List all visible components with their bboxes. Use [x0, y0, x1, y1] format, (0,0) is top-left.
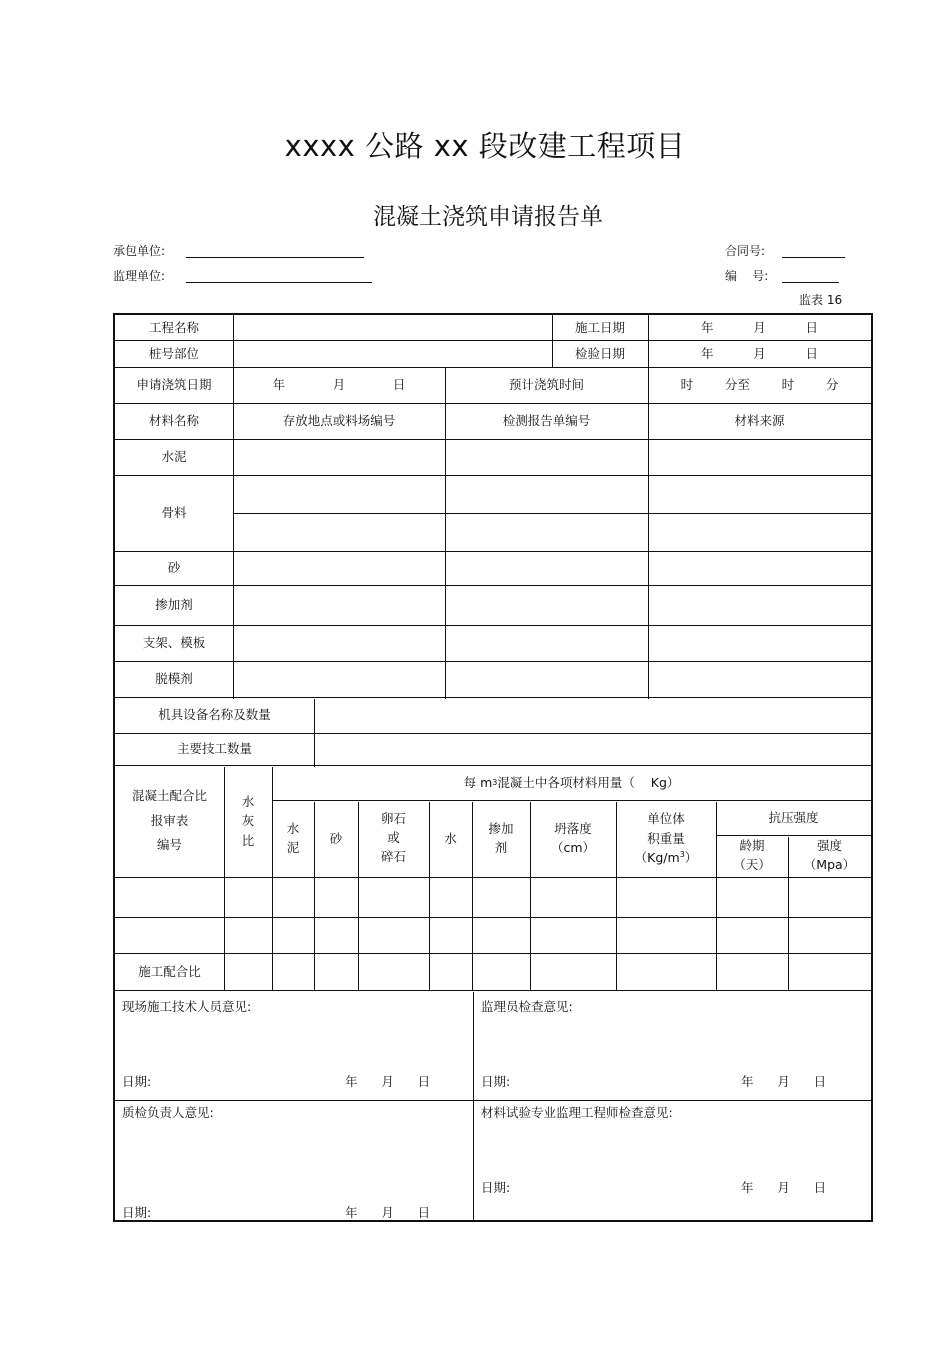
per-m3-header: 每 m 3 混凝土中各项材料用量（ Kg） — [463, 774, 680, 790]
application-table — [113, 313, 873, 1222]
qc-date-label: 日期: — [122, 1205, 152, 1220]
material-admixture: 掺加剂 — [155, 597, 193, 613]
water-header: 水 — [444, 830, 457, 846]
material-aggregate: 骨料 — [161, 505, 187, 521]
expected-time-value: 时 分至 时 分 — [680, 377, 839, 393]
sand-header: 砂 — [329, 830, 343, 846]
inspection-date-label: 检验日期 — [574, 345, 625, 361]
contract-no-label: 合同号: — [725, 244, 766, 258]
test-report-header: 检测报告单编号 — [502, 413, 591, 429]
qc-opinion-label: 质检负责人意见: — [122, 1105, 214, 1120]
construction-date-label: 施工日期 — [574, 319, 625, 335]
site-mix-label: 施工配合比 — [138, 963, 201, 979]
slump-header: 坍落度 （cm） — [550, 820, 596, 855]
equipment-label: 机具设备名称及数量 — [158, 707, 271, 723]
contract-no-field[interactable] — [782, 257, 845, 258]
supervisor-date-value: 年 月 日 — [741, 1074, 827, 1089]
material-name-header: 材料名称 — [148, 413, 199, 429]
material-formwork: 支架、模板 — [142, 635, 206, 651]
apply-date-value: 年 月 日 — [272, 377, 406, 393]
compressive-header: 抗压强度 — [768, 809, 819, 825]
source-header: 材料来源 — [734, 413, 785, 429]
wc-ratio-label: 水 灰 比 — [241, 793, 255, 848]
serial-no-label: 编 号: — [725, 269, 769, 283]
supervisor-opinion-label: 监理员检查意见: — [481, 999, 573, 1014]
unit-weight-header: 单位体 积重量 $(Kg/m^3)$ — [634, 811, 698, 866]
engineer-opinion-label: 材料试验专业监理工程师检查意见: — [481, 1105, 673, 1120]
workers-label: 主要技工数量 — [176, 741, 252, 757]
storage-header: 存放地点或料场编号 — [282, 413, 396, 429]
construction-date-value: 年 月 日 — [701, 319, 818, 335]
admixture-header: 掺加 剂 — [488, 820, 514, 855]
age-header: 龄期 （天） — [733, 838, 771, 872]
supervisor-label: 监理单位: — [113, 269, 166, 283]
station-label: 桩号部位 — [148, 345, 199, 361]
apply-date-label: 申请浇筑日期 — [136, 377, 212, 393]
document-title: xxxx 公路 xx 段改建工程项目 — [284, 129, 686, 163]
strength-header: 强度 （Mpa） — [803, 838, 856, 872]
qc-date-value: 年 月 日 — [345, 1205, 431, 1220]
material-release-agent: 脱模剂 — [155, 671, 193, 687]
contractor-field[interactable] — [186, 257, 364, 258]
gravel-header: 卵石 或 碎石 — [380, 811, 406, 864]
inspection-date-value: 年 月 日 — [701, 345, 818, 361]
engineer-date-label: 日期: — [481, 1180, 511, 1195]
expected-time-label: 预计浇筑时间 — [508, 377, 584, 393]
form-subtitle: 混凝土浇筑申请报告单 — [373, 204, 603, 230]
engineer-date-value: 年 月 日 — [741, 1180, 827, 1195]
mix-ratio-label: 混凝土配合比 报审表 编号 — [131, 788, 207, 853]
project-name-label: 工程名称 — [148, 319, 199, 335]
contractor-label: 承包单位: — [113, 244, 166, 258]
cement-header: 水 泥 — [286, 820, 300, 855]
supervisor-date-label: 日期: — [481, 1074, 511, 1089]
material-cement: 水泥 — [161, 449, 187, 465]
supervisor-field[interactable] — [186, 282, 372, 283]
site-tech-date-value: 年 月 日 — [345, 1074, 431, 1089]
site-tech-date-label: 日期: — [122, 1074, 152, 1089]
material-sand: 砂 — [167, 560, 181, 576]
form-code: 监表 16 — [799, 293, 843, 307]
serial-no-field[interactable] — [782, 282, 839, 283]
site-tech-opinion-label: 现场施工技术人员意见: — [122, 999, 252, 1014]
